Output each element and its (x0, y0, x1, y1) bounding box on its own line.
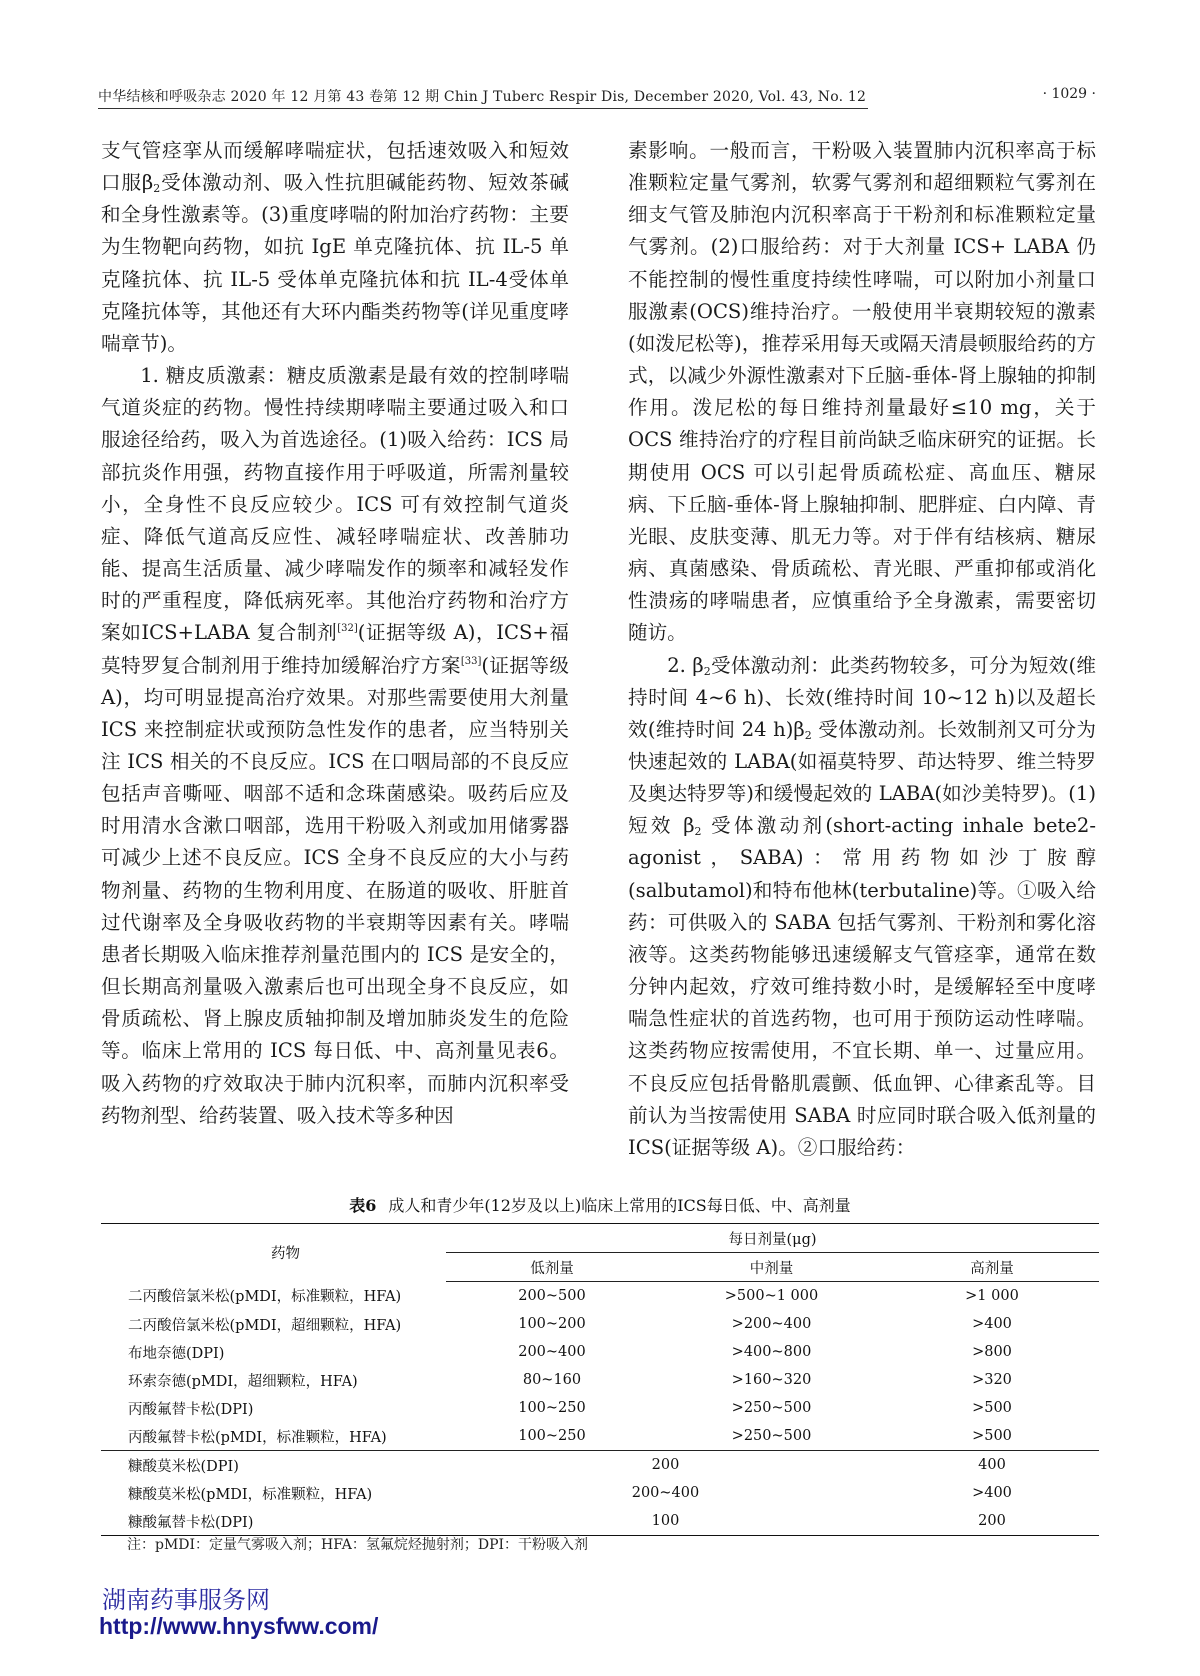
mid-dose-cell: >200~400 (731, 1316, 812, 1332)
drug-name-cell: 丙酸氟替卡松(DPI) (128, 1401, 254, 1418)
citation-33[interactable]: [33] (460, 655, 482, 667)
table-row (101, 1479, 1099, 1507)
drug-name-cell: 糠酸莫米松(DPI) (101, 1451, 446, 1480)
table-label: 表6 (349, 1196, 377, 1215)
page-number: · 1029 · (1042, 86, 1096, 102)
low-dose-cell: 80~160 (522, 1372, 582, 1388)
table-row (101, 1394, 1099, 1422)
header-drug: 药物 (101, 1224, 446, 1282)
left-paragraph-glucocorticoids: 1. 糖皮质激素：糖皮质激素是最有效的控制哮喘气道炎症的药物。慢性持续期哮喘主要通过吸入和口服途径给药，吸入为首选途径。(1)吸入给药：ICS 局部抗炎作用强，药物直接作用于呼吸道，所需剂量较小，全身性不良反应较少。ICS 可有效控制气道炎症、降低气道高反应性、减轻哮喘症状、改善肺功能、提高生活质量、减少哮喘发作的频率和减轻发作时的严重程度，降低病死率。其他治疗药物和治疗方案如ICS+LABA 复合制剂[32](证据等级 A)，ICS+福莫特罗复合制剂用于维持加缓解治疗方案[33](证据等级 A)，均可明显提高治疗效果。对那些需要使用大剂量 ICS 来控制症状或预防急性发作的患者，应当特别关注 ICS 相关的不良反应。ICS 在口咽局部的不良反应包括声音嘶哑、咽部不适和念珠菌感染。吸药后应及时用清水含漱口咽部，选用干粉吸入剂或加用储雾器可减少上述不良反应。ICS 全身不良反应的大小与药物剂量、药物的生物利用度、在肠道的吸收、肝脏首过代谢率及全身吸收药物的半衰期等因素有关。哮喘患者长期吸入临床推荐剂量范围内的 ICS 是安全的，但长期高剂量吸入激素后也可出现全身不良反应，如骨质疏松、肾上腺皮质轴抑制及增加肺炎发生的危险等。临床上常用的 ICS 每日低、中、高剂量见表6。吸入药物的疗效取决于肺内沉积率，而肺内沉积率受药物剂型、给药装置、吸入技术等多种因 (101, 364, 570, 1127)
header-daily-dose: 每日剂量(μg) (446, 1224, 1099, 1253)
right-paragraph-beta2-agonists: 2. $\beta_2$受体激动剂：此类药物较多，可分为短效(维持时间 4~6 h)、长效(维持时间 10~12 h)以及超长效(维持时间 24 $h)\beta_2$ 受体激动剂。长效制剂又可分为快速起效的 LABA(如福莫特罗、茚达特罗、维兰特罗及奥达特罗等)和缓慢起效的 LABA(如沙美特罗)。(1)短效 $\beta_2$ 受体激动剂(short-acting inhale bete2-agonist，SABA)：常用药物如沙丁胺醇(salbutamol)和特布他林(terbutaline)等。①吸入给药：可供吸入的 SABA 包括气雾剂、干粉剂和雾化溶液等。这类药物能够迅速缓解支气管痉挛，通常在数分钟内起效，疗效可维持数小时，是缓解轻至中度哮喘急性症状的首选药物，也可用于预防运动性哮喘。这类药物应按需使用，不宜长期、单一、过量应用。不良反应包括骨骼肌震颤、低血钾、心律紊乱等。目前认为当按需使用 SABA 时应同时联合吸入低剂量的 ICS(证据等级 A)。②口服给药： (628, 653, 1097, 1159)
high-dose-cell: >500 (972, 1428, 1012, 1444)
citation-32[interactable]: [32] (337, 623, 358, 635)
high-dose-cell: >1 000 (965, 1288, 1019, 1304)
low-dose-cell: 200~400 (518, 1344, 586, 1360)
table-row (101, 1451, 1099, 1480)
table-title: 成人和青少年(12岁及以上)临床上常用的ICS每日低、中、高剂量 (388, 1196, 851, 1215)
low-dose-cell: 100~250 (518, 1400, 586, 1416)
drug-name-cell: 环索奈德(pMDI，超细颗粒，HFA) (128, 1373, 358, 1390)
high-dose-cell: >500 (972, 1400, 1012, 1416)
table-row (101, 1507, 1099, 1536)
journal-citation: 中华结核和呼吸杂志 2020 年 12 月第 43 卷第 12 期 Chin J Tuberc Respir Dis, December 2020, Vol. 43, No. 12 (98, 89, 867, 105)
watermark-url[interactable]: http://www.hnysfww.com/ (99, 1613, 379, 1639)
high-dose-cell: >400 (972, 1316, 1012, 1332)
drug-name-cell: 糠酸莫米松(pMDI，标准颗粒，HFA) (128, 1486, 373, 1503)
drug-name-cell: 二丙酸倍氯米松(pMDI，标准颗粒，HFA) (128, 1289, 402, 1306)
drug-name-cell: 丙酸氟替卡松(pMDI，标准颗粒，HFA) (128, 1429, 387, 1446)
header-high: 高剂量 (885, 1253, 1099, 1282)
header-rule (98, 108, 868, 109)
table-row (101, 1366, 1099, 1394)
header-mid: 中剂量 (658, 1253, 885, 1282)
table-row (101, 1422, 1099, 1451)
mid-dose-cell: >400~800 (731, 1344, 812, 1360)
drug-name-cell: 二丙酸倍氯米松(pMDI，超细颗粒，HFA) (128, 1317, 402, 1334)
high-dose-cell: 200 (885, 1507, 1099, 1536)
left-paragraph-1: 支气管痉挛从而缓解哮喘症状，包括速效吸入和短效口服$\beta_2$受体激动剂、吸入性抗胆碱能药物、短效茶碱和全身性激素等。(3)重度哮喘的附加治疗药物：主要为生物靶向药物，如抗 IgE 单克隆抗体、抗 IL-5 单克隆抗体、抗 IL-5 受体单克隆抗体和抗 IL-4受体单克隆抗体等，其他还有大环内酯类药物等(详见重度哮喘章节)。 (101, 139, 570, 355)
table-caption (0, 1193, 1200, 1216)
high-dose-cell: >400 (972, 1485, 1012, 1501)
high-dose-cell: >800 (972, 1344, 1012, 1360)
low-dose-cell: 100~250 (518, 1428, 586, 1444)
high-dose-cell: 400 (885, 1451, 1099, 1480)
mid-dose-cell: >160~320 (731, 1372, 812, 1388)
watermark-site-name: 湖南药事服务网 (102, 1586, 270, 1614)
header-low: 低剂量 (446, 1253, 658, 1282)
ics-dose-table (101, 1223, 1099, 1536)
low-mid-dose-cell: 100 (446, 1507, 885, 1536)
mid-dose-cell: >500~1 000 (724, 1288, 819, 1304)
mid-dose-cell: >250~500 (731, 1428, 812, 1444)
table-row (101, 1310, 1099, 1338)
high-dose-cell: >320 (972, 1372, 1012, 1388)
right-column (628, 135, 1096, 1164)
low-dose-cell: 100~200 (518, 1316, 586, 1332)
drug-name-cell: 布地奈德(DPI) (128, 1345, 225, 1362)
low-dose-cell: 200~500 (518, 1288, 586, 1304)
drug-name-cell: 糠酸氟替卡松(DPI) (101, 1507, 446, 1536)
left-column (101, 135, 569, 1132)
mid-dose-cell: >250~500 (731, 1400, 812, 1416)
running-header (98, 80, 1096, 108)
low-mid-dose-cell: 200~400 (631, 1485, 700, 1501)
table-row (101, 1338, 1099, 1366)
right-paragraph-1: 素影响。一般而言，干粉吸入装置肺内沉积率高于标准颗粒定量气雾剂，软雾气雾剂和超细颗粒气雾剂在细支气管及肺泡内沉积率高于干粉剂和标准颗粒定量气雾剂。(2)口服给药：对于大剂量 ICS+ LABA 仍不能控制的慢性重度持续性哮喘，可以附加小剂量口服激素(OCS)维持治疗。一般使用半衰期较短的激素(如泼尼松等)，推荐采用每天或隔天清晨顿服给药的方式，以减少外源性激素对下丘脑-垂体-肾上腺轴的抑制作用。泼尼松的每日维持剂量最好≤10 mg，关于 OCS 维持治疗的疗程目前尚缺乏临床研究的证据。长期使用 OCS 可以引起骨质疏松症、高血压、糖尿病、下丘脑-垂体-肾上腺轴抑制、肥胖症、白内障、青光眼、皮肤变薄、肌无力等。对于伴有结核病、糖尿病、真菌感染、骨质疏松、青光眼、严重抑郁或消化性溃疡的哮喘患者，应慎重给予全身激素，需要密切随访。 (628, 139, 1096, 645)
low-mid-dose-cell: 200 (446, 1451, 885, 1480)
table-note: 注：pMDI：定量气雾吸入剂；HFA：氢氟烷烃抛射剂；DPI：干粉吸入剂 (127, 1537, 589, 1553)
table-row (101, 1282, 1099, 1311)
